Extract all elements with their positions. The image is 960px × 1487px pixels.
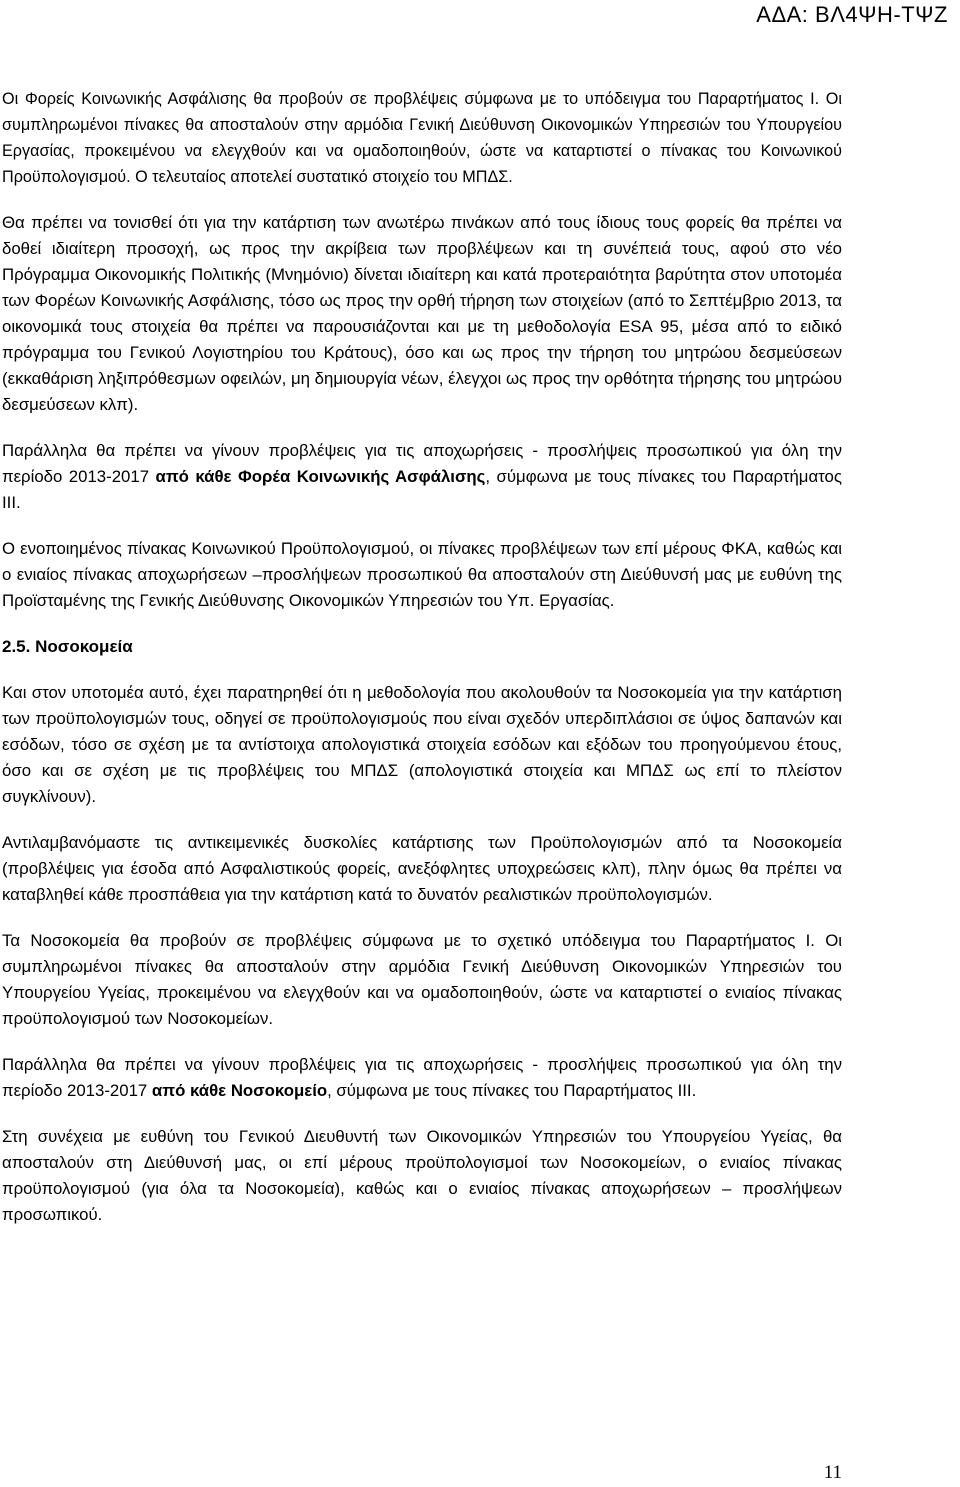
paragraph-8-text-c: , σύμφωνα με τους πίνακες του Παραρτήματος ΙΙΙ. xyxy=(327,1081,697,1100)
paragraph-8 xyxy=(2,1052,842,1104)
paragraph-9: Στη συνέχεια με ευθύνη του Γενικού Διευθυντή των Οικονομικών Υπηρεσιών του Υπουργείου Υγείας, θα αποσταλούν στη Διεύθυνσή μας, οι επί μέρους προϋπολογισμοί των Νοσοκομείων, ο ενιαίος πίνακας προϋπολογισμού (για όλα τα Νοσοκομεία), καθώς και ο ενιαίος πίνακας αποχωρήσεων – προσλήψεων προσωπικού. xyxy=(2,1127,842,1224)
paragraph-3-text-c: , σύμφωνα με τους πίνακες του Παραρτήματος ΙΙΙ. xyxy=(2,467,842,512)
page-number: 11 xyxy=(823,1462,842,1483)
document-body xyxy=(2,86,842,1248)
paragraph-5: Και στον υποτομέα αυτό, έχει παρατηρηθεί ότι η μεθοδολογία που ακολουθούν τα Νοσοκομεία για την κατάρτιση των προϋπολογισμών τους, οδηγεί σε προϋπολογισμούς που είναι σχεδόν υπερδιπλάσιοι σε ύψος δαπανών και εσόδων, τόσο σε σχέση με τα αντίστοιχα απολογιστικά στοιχεία εσόδων και εξόδων του προηγούμενου έτους, όσο και σε σχέση με τις προβλέψεις του ΜΠΔΣ (απολογιστικά στοιχεία και ΜΠΔΣ ως επί το πλείστον συγκλίνουν). xyxy=(2,683,842,806)
paragraph-1: Οι Φορείς Κοινωνικής Ασφάλισης θα προβούν σε προβλέψεις σύμφωνα με το υπόδειγμα του Παραρτήματος Ι. Οι συμπληρωμένοι πίνακες θα αποσταλούν στην αρμόδια Γενική Διεύθυνση Οικονομικών Υπηρεσιών του Υπουργείου Εργασίας, προκειμένου να ελεγχθούν και να ομαδοποιηθούν, ώστε να καταρτιστεί ο πίνακας του Κοινωνικού Προϋπολογισμού. Ο τελευταίος αποτελεί συστατικό στοιχείο του ΜΠΔΣ. xyxy=(2,90,842,186)
paragraph-4: Ο ενοποιημένος πίνακας Κοινωνικού Προϋπολογισμού, οι πίνακες προβλέψεων των επί μέρους ΦΚΑ, καθώς και ο ενιαίος πίνακας αποχωρήσεων –προσλήψεων προσωπικού θα αποσταλούν στη Διεύθυνσή μας με ευθύνη της Προϊσταμένης της Γενικής Διεύθυνσης Οικονομικών Υπηρεσιών του Υπ. Εργασίας. xyxy=(2,539,842,610)
paragraph-6: Αντιλαμβανόμαστε τις αντικειμενικές δυσκολίες κατάρτισης των Προϋπολογισμών από τα Νοσοκομεία (προβλέψεις για έσοδα από Ασφαλιστικούς φορείς, ανεξόφλητες υποχρεώσεις κλπ), πλην όμως θα πρέπει να καταβληθεί κάθε προσπάθεια για την κατάρτιση κατά το δυνατόν ρεαλιστικών προϋπολογισμών. xyxy=(2,833,842,904)
section-heading: 2.5. Νοσοκομεία xyxy=(2,637,133,656)
paragraph-2: Θα πρέπει να τονισθεί ότι για την κατάρτιση των ανωτέρω πινάκων από τους ίδιους τους φορείς θα πρέπει να δοθεί ιδιαίτερη προσοχή, ως προς την ακρίβεια των προβλέψεων και τη συνέπειά τους, αφού στο νέο Πρόγραμμα Οικονομικής Πολιτικής (Μνημόνιο) δίνεται ιδιαίτερη και κατά προτεραιότητα βαρύτητα στον υποτομέα των Φορέων Κοινωνικής Ασφάλισης, τόσο ως προς την ορθή τήρηση των στοιχείων (από το Σεπτέμβριο 2013, τα οικονομικά τους στοιχεία θα πρέπει να παρουσιάζονται και με τη μεθοδολογία ESA 95, μέσα από το ειδικό πρόγραμμα του Γενικού Λογιστηρίου του Κράτους), όσο και ως προς την τήρηση του μητρώου δεσμεύσεων (εκκαθάριση ληξιπρόθεσμων οφειλών, μη δημιουργία νέων, έλεγχοι ως προς την ορθότητα τήρησης του μητρώου δεσμεύσεων κλπ). xyxy=(2,213,842,414)
ada-code: ΑΔΑ: ΒΛ4ΨΗ-ΤΨΖ xyxy=(756,2,948,27)
paragraph-3-bold: από κάθε Φορέα Κοινωνικής Ασφάλισης xyxy=(155,467,486,486)
paragraph-3-text-a: Παράλληλα θα πρέπει να γίνουν προβλέψεις για τις αποχωρήσεις - προσλήψεις προσωπικού για όλη την περίοδο 2013-2017 xyxy=(2,441,842,486)
paragraph-8-text-a: Παράλληλα θα πρέπει να γίνουν προβλέψεις για τις αποχωρήσεις - προσλήψεις προσωπικού για όλη την περίοδο 2013-2017 xyxy=(2,1055,842,1100)
paragraph-8-bold: από κάθε Νοσοκομείο xyxy=(151,1081,328,1100)
paragraph-3 xyxy=(2,438,842,516)
paragraph-7: Τα Νοσοκομεία θα προβούν σε προβλέψεις σύμφωνα με το σχετικό υπόδειγμα του Παραρτήματος Ι. Οι συμπληρωμένοι πίνακες θα αποσταλούν στην αρμόδια Γενική Διεύθυνση Οικονομικών Υπηρεσιών του Υπουργείου Υγείας, προκειμένου να ελεγχθούν και να ομαδοποιηθούν, ώστε να καταρτιστεί ο ενιαίος πίνακας προϋπολογισμού των Νοσοκομείων. xyxy=(2,931,842,1028)
